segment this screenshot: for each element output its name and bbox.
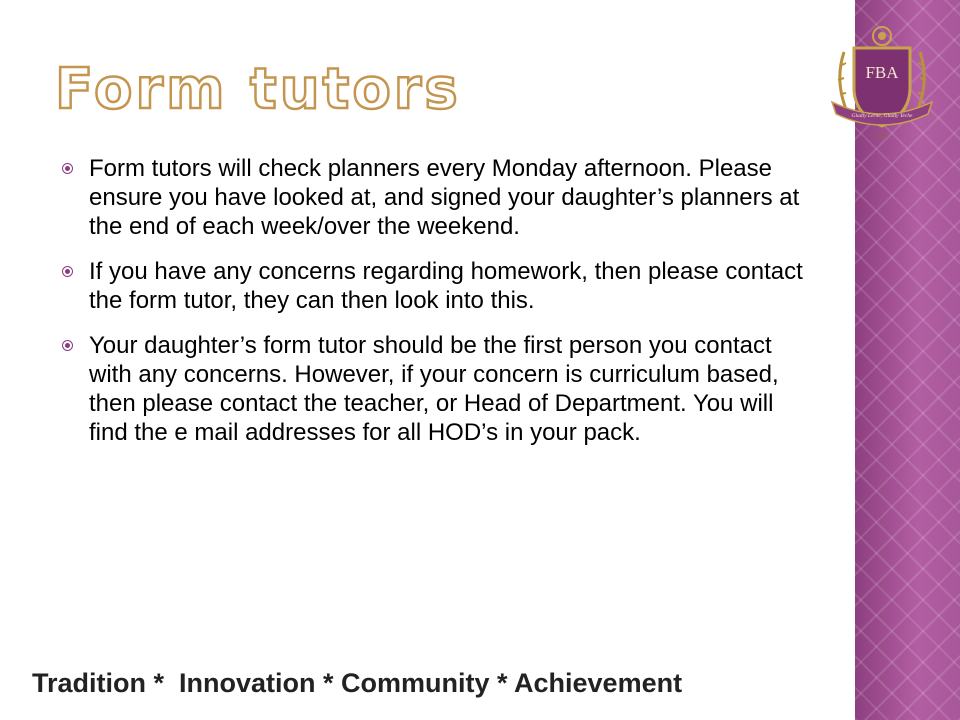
bullet-text: If you have any concerns regarding homework, then please contact the form tutor, they can then look into this. — [89, 258, 803, 314]
bullet-item — [62, 331, 812, 447]
circle-bullet-icon — [62, 163, 73, 174]
circle-bullet-icon — [62, 340, 73, 351]
slide-title: Form tutors — [55, 57, 461, 122]
bullet-list — [62, 154, 812, 463]
circle-bullet-icon — [62, 266, 73, 277]
crest-initials: FBA — [865, 63, 899, 82]
crest-motto: Gladly Lerne, Gladly Teche — [851, 113, 913, 119]
school-crest-logo — [826, 22, 938, 144]
bullet-item — [62, 154, 812, 241]
crest-year: 1900 — [876, 134, 888, 140]
bullet-text: Your daughter’s form tutor should be the first person you contact with any concerns. However, if your concern is curriculum based, then please contact the teacher, or Head of Department. You will find the e mail addresses for all HOD’s in your pack. — [89, 332, 779, 446]
bullet-item — [62, 257, 812, 315]
footer-values: Tradition * Innovation * Community * Achievement — [32, 668, 683, 698]
bullet-text: Form tutors will check planners every Monday afternoon. Please ensure you have looked at, and signed your daughter’s planners at the end of each week/over the weekend. — [89, 155, 800, 240]
